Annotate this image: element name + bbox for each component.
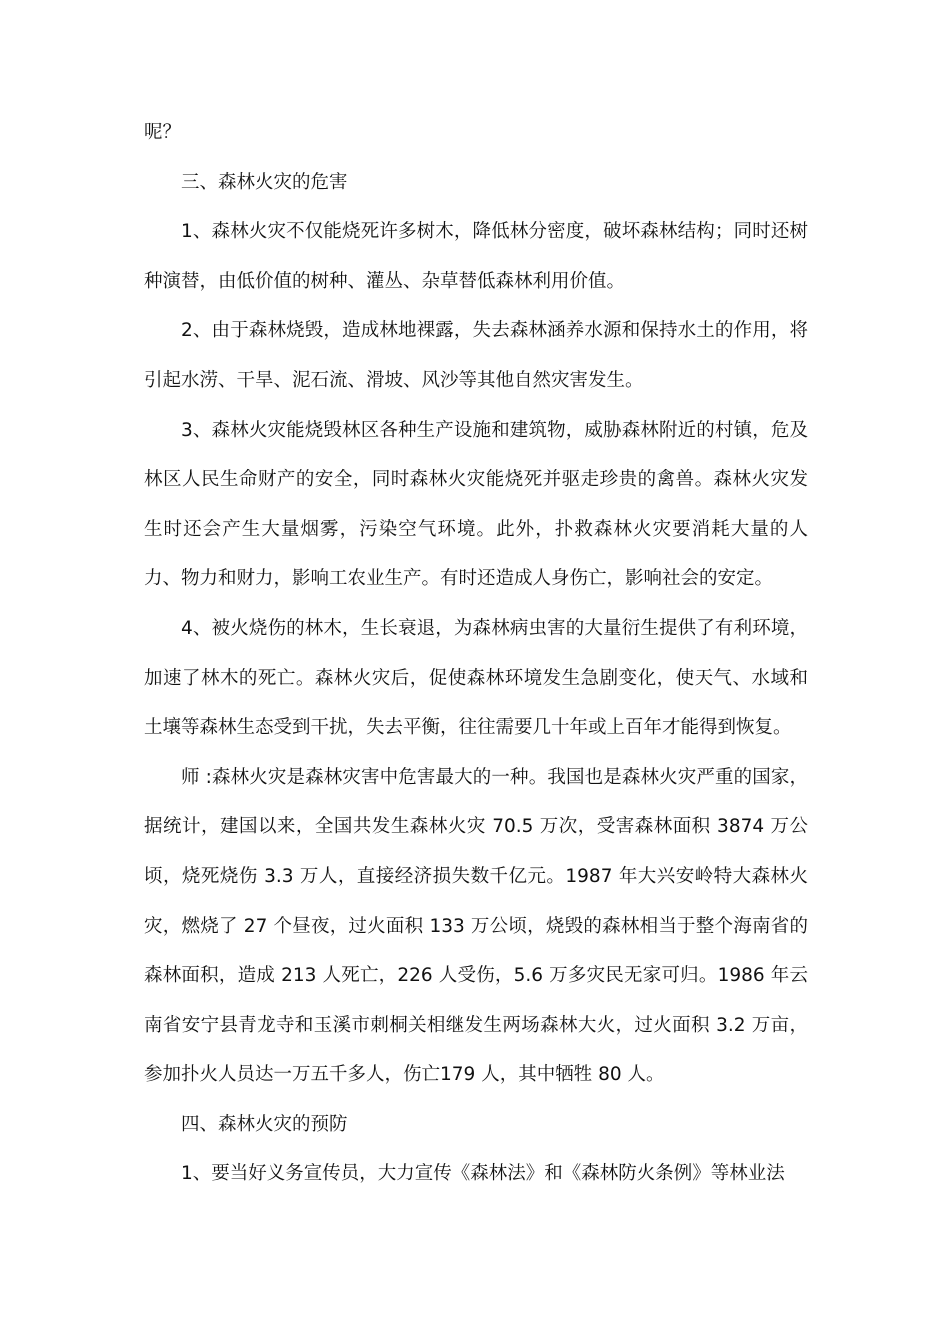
paragraph-prevention-1: 1、要当好义务宣传员，大力宣传《森林法》和《森林防火条例》等林业法: [181, 1163, 785, 1185]
document-body: [144, 108, 808, 1199]
paragraph-continuation: 呢？: [144, 122, 182, 143]
section-heading-hazards: 三、森林火灾的危害: [181, 171, 348, 193]
paragraph-teacher-statistics: 师 :森林火灾是森林灾害中危害最大的一种。我国也是森林火灾严重的国家，据统计，建国以来，全国共发生森林火灾 70.5 万次，受害森林面积 3874 万公顷，烧死烧伤 3.3 万人，直接经济损失数千亿元。1987 年大兴安岭特大森林火灾，燃烧了 27 个昼夜，过火面积 133 万公顷，烧毁的森林相当于整个海南省的森林面积，造成 213 人死亡，226 人受伤，5.6 万多灾民无家可归。1986 年云南省安宁县青龙寺和玉溪市刺桐关相继发生两场森林大火，过火面积 3.2 万亩，参加扑火人员达一万五千多人，伤亡179 人，其中牺牲 80 人。: [144, 766, 808, 1086]
paragraph-hazard-4: 4、被火烧伤的林木，生长衰退，为森林病虫害的大量衍生提供了有利环境，加速了林木的死亡。森林火灾后，促使森林环境发生急剧变化，使天气、水域和土壤等森林生态受到干扰，失去平衡，往往需要几十年或上百年才能得到恢复。: [144, 617, 808, 739]
paragraph-hazard-1: 1、森林火灾不仅能烧死许多树木，降低林分密度，破坏森林结构；同时还树种演替，由低价值的树种、灌丛、杂草替低森林利用价值。: [144, 221, 808, 292]
paragraph-hazard-3: 3、森林火灾能烧毁林区各种生产设施和建筑物，威胁森林附近的村镇，危及林区人民生命财产的安全，同时森林火灾能烧死并驱走珍贵的禽兽。森林火灾发生时还会产生大量烟雾，污染空气环境。此外，扑救森林火灾要消耗大量的人力、物力和财力，影响工农业生产。有时还造成人身伤亡，影响社会的安定。: [144, 419, 808, 590]
section-heading-prevention: 四、森林火灾的预防: [181, 1113, 348, 1135]
paragraph-hazard-2: 2、由于森林烧毁，造成林地裸露，失去森林涵养水源和保持水土的作用，将引起水涝、干旱、泥石流、滑坡、风沙等其他自然灾害发生。: [144, 320, 808, 391]
